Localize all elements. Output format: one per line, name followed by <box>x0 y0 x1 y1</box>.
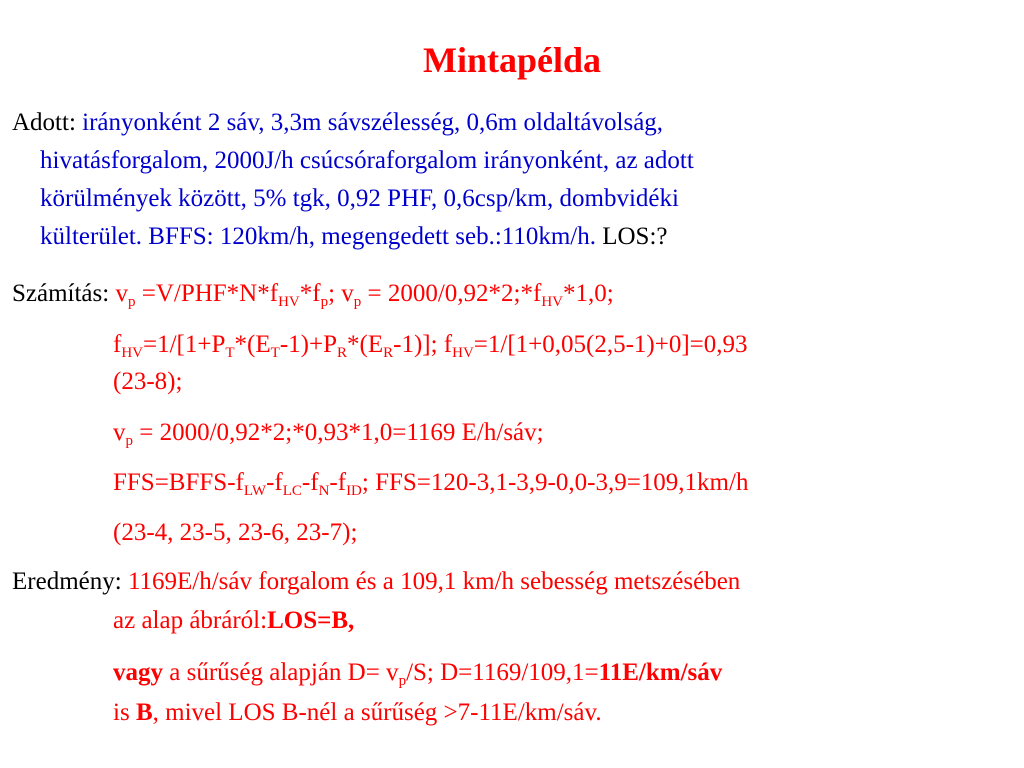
given-line-2: hivatásforgalom, 2000J/h csúcsóraforgalom irányonként, az adott <box>40 147 694 174</box>
los-question: LOS:? <box>602 223 668 250</box>
calc-line-6: (23-4, 23-5, 23-6, 23-7); <box>113 519 358 546</box>
calc-line-2: $f_{HV}=1/[1+P_T*(E_T-1)+P_R*(E_R-1)]$; $f_{HV}=1/[1+0,05(2,5-1)+0]=0,93$ <box>113 331 748 361</box>
result-line-4: is B, mivel LOS B-nél a sűrűség >7-11E/km/sáv. <box>113 699 602 726</box>
result-line-2: az alap ábráról:LOS=B, <box>113 607 355 634</box>
calc-line-4: $v_p$ = 2000/0,92*2;*0,93*1,0=1169 E/h/sáv; <box>113 419 544 449</box>
los-result: LOS=B, <box>267 607 355 634</box>
given-line-1 <box>12 105 663 141</box>
result-label: Eredmény: <box>12 568 122 595</box>
given-line-3: körülmények között, 5% tgk, 0,92 PHF, 0,6csp/km, dombvidéki <box>40 185 679 212</box>
result-text-1: 1169E/h/sáv forgalom és a 109,1 km/h sebesség metszésében <box>127 568 741 595</box>
calc-line-3: (23-8); <box>113 368 183 395</box>
density-result: 11E/km/sáv <box>598 659 723 686</box>
result-line-3: vagy a sűrűség alapján $D= v_p/S$; D=1169/109,1=11E/km/sáv <box>113 659 723 689</box>
calc-formula-1: $v_p =V/PHF*N*f_{HV}*f_p$; $v_p$ = $2000/0,92*2;*f_{HV}*1,0$; <box>115 280 614 310</box>
calc-line-1 <box>12 276 614 312</box>
calc-label: Számítás: <box>12 280 110 307</box>
given-text-1: irányonként 2 sáv, 3,3m sávszélesség, 0,6m oldaltávolság, <box>82 109 664 136</box>
given-label: Adott: <box>12 109 76 136</box>
given-text-4: külterület. BFFS: 120km/h, megengedett seb.:110km/h. <box>40 223 596 250</box>
slide-title: Mintapélda <box>422 40 601 80</box>
result-line-1 <box>12 564 740 600</box>
given-line-4 <box>40 219 668 255</box>
calc-line-5: $FFS=BFFS-f_{LW}-f_{LC}-f_N-f_{ID}$; FFS=120-3,1-3,9-0,0-3,9=109,1km/h <box>113 469 749 499</box>
